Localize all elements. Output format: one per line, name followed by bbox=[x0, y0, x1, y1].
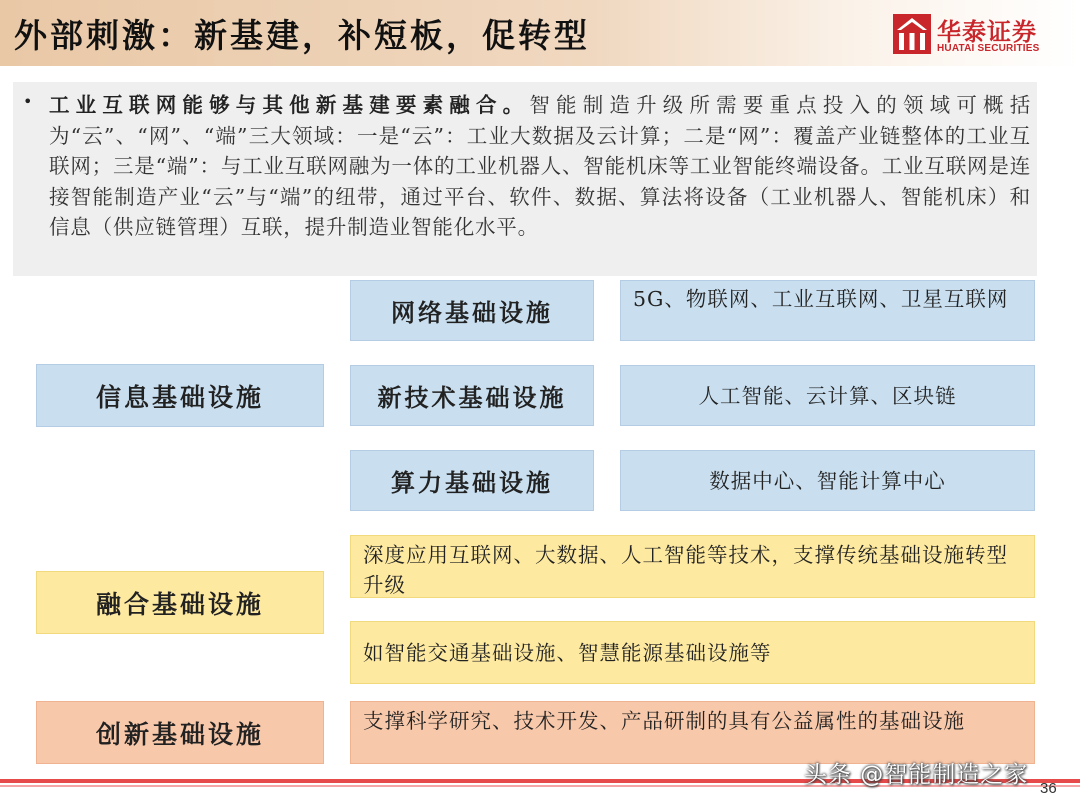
page-title: 外部刺激：新基建，补短板，促转型 bbox=[14, 16, 590, 55]
watermark-text: 头条 @智能制造之家 bbox=[804, 762, 1029, 788]
desc-fusion-1: 深度应用互联网、大数据、人工智能等技术，支撑传统基础设施转型升级 bbox=[350, 535, 1035, 598]
huatai-logo-icon bbox=[893, 14, 931, 54]
intro-lead: 工业互联网能够与其他新基建要素融合。 bbox=[49, 93, 530, 117]
logo-english-name: HUATAI SECURITIES bbox=[937, 43, 1040, 54]
intro-body: 智能制造升级所需要重点投入的领域可概括为“云”、“网”、“端”三大领域：一是“云”：工业大数据及云计算；二是“网”：覆盖产业链整体的工业互联网；三是“端”：与工业互联网融为一体的工业机器人、智能机床等工业智能终端设备。工业互联网是连接智能制造产业“云”与“端”的纽带，通过平台、软件、数据、算法将设备（工业机器人、智能机床）和信息（供应链管理）互联，提升制造业智能化水平。 bbox=[49, 93, 1032, 240]
desc-new-tech: 人工智能、云计算、区块链 bbox=[620, 365, 1035, 426]
category-innovation: 创新基础设施 bbox=[36, 701, 324, 764]
intro-text bbox=[49, 90, 1031, 243]
desc-fusion-2: 如智能交通基础设施、智慧能源基础设施等 bbox=[350, 621, 1035, 684]
intro-panel bbox=[13, 82, 1037, 276]
desc-computing: 数据中心、智能计算中心 bbox=[620, 450, 1035, 511]
logo-chinese-name: 华泰证券 bbox=[937, 18, 1037, 46]
desc-network: 5G、物联网、工业互联网、卫星互联网 bbox=[620, 280, 1035, 341]
category-info: 信息基础设施 bbox=[36, 364, 324, 427]
category-fusion: 融合基础设施 bbox=[36, 571, 324, 634]
subcategory-network: 网络基础设施 bbox=[350, 280, 594, 341]
bullet-point: • bbox=[23, 92, 33, 111]
title-bar bbox=[0, 0, 1080, 66]
subcategory-new-tech: 新技术基础设施 bbox=[350, 365, 594, 426]
huatai-logo bbox=[893, 12, 1063, 56]
desc-innovation: 支撑科学研究、技术开发、产品研制的具有公益属性的基础设施 bbox=[350, 701, 1035, 764]
subcategory-computing: 算力基础设施 bbox=[350, 450, 594, 511]
page-number: 36 bbox=[1040, 780, 1057, 797]
